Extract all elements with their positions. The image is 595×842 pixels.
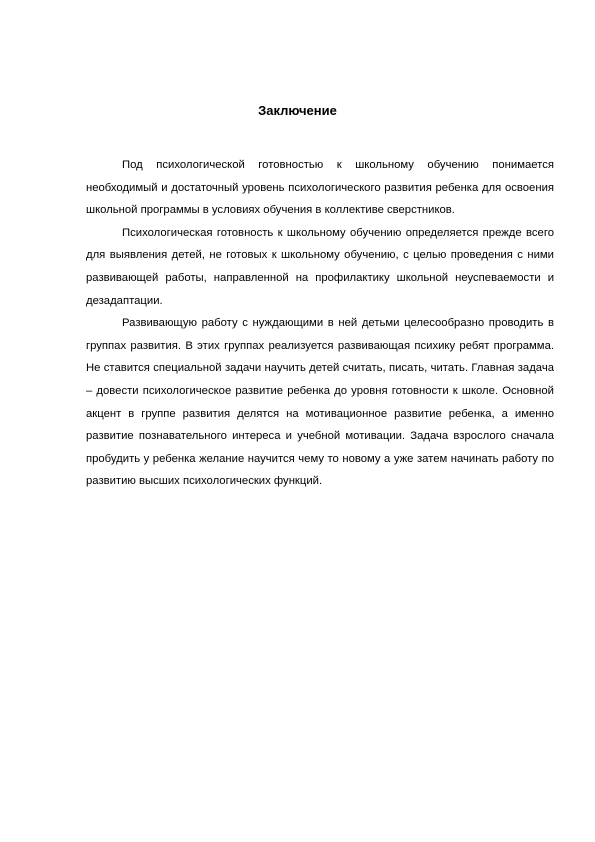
paragraph-3: Развивающую работу с нуждающими в ней детьми целесообразно проводить в группах развития. В этих группах реализуется развивающая психику ребят программа. Не ставится специальной задачи научить детей считать, писать, читать. Главная задача – довести психологическое развитие ребенка до уровня готовности к школе. Основной акцент в группе развития делятся на мотивационное развитие ребенка, а именно развитие познавательного интереса и учебной мотивации. Задача взрослого сначала пробудить у ребенка желание научится чему то новому а уже затем начинать работу по развитию высших психологических функций. <box>86 317 554 488</box>
document-title: Заключение <box>258 103 337 118</box>
paragraph-2: Психологическая готовность к школьному обучению определяется прежде всего для выявления детей, не готовых к школьному обучению, с целью проведения с ними развивающей работы, направленной на профилактику школьной неуспеваемости и дезадаптации. <box>86 226 554 307</box>
document-body <box>86 154 554 493</box>
paragraph-1: Под психологической готовностью к школьному обучению понимается необходимый и достаточный уровень психологического развития ребенка для освоения школьной программы в условиях обучения в коллективе сверстников. <box>86 159 554 217</box>
